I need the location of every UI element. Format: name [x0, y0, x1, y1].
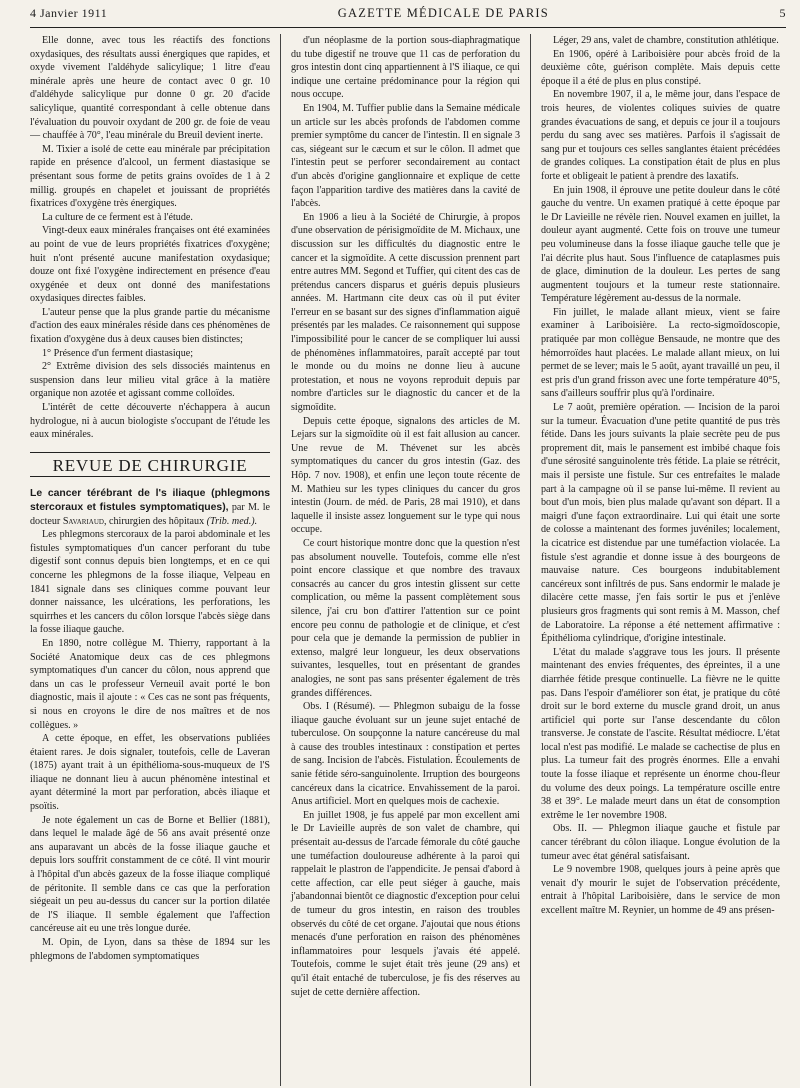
section-title: REVUE DE CHIRURGIE [52, 455, 248, 475]
article-byline-pre: par M. le docteur [30, 502, 271, 527]
article-author: Savariaud [62, 515, 104, 527]
paragraph: Depuis cette époque, signalons des articles de M. Lejars sur la sigmoïdite où il est fait allusion au cancer. Une revue de M. Thévenet sur les abcès symptomatiques du cancer du gros intestin (Gaz. des Hôp. 7 nov. 1908), et enfin une leçon toute récente de M. Mathieu sur les types cliniques du cancer du gros intestin (Journ. de méd. de Paris, 28 mai 1910), et dans laquelle il insiste assez longuement sur le type qui nous occupe. [291, 415, 520, 536]
paragraph: M. Opin, de Lyon, dans sa thèse de 1894 sur les phlegmons de l'abdomen symptomatiques [30, 937, 270, 962]
paragraph: d'un néoplasme de la portion sous-diaphragmatique du tube digestif ne trouve que 11 cas de perforation du gros intestin dont cinq appartiennent à l'S iliaque, ce qui indique une certaine prédominance pour la région qui nous occupe. [291, 35, 520, 101]
paragraph: En 1890, notre collègue M. Thierry, rapportant à la Société Anatomique deux cas de ces phlegmons symptomatiques d'un cancer du côlon, nous apprend que dans un cas le professeur Verneuil avait porté le bon diagnostic, mais il ajoute : « Ces cas ne sont pas fréquents, si nous en croyons le dire de nos maîtres et de nos collègues. » [30, 637, 270, 731]
paragraph: L'auteur pense que la plus grande partie du mécanisme d'action des eaux minérales réside dans ces phénomènes de fixation d'oxygène dus à deux causes bien distinctes; [30, 306, 270, 346]
paragraph: Obs. II. — Phlegmon iliaque gauche et fistule par cancer térébrant du côlon iliaque. Longue évolution de la tumeur avec état général satisfaisant. [541, 823, 780, 862]
header-page-number: 5 [779, 6, 786, 20]
paragraph: Les phlegmons stercoraux de la paroi abdominale et les fistules symptomatiques d'un cancer perforant du tube digestif sont connus depuis bien longtemps, et en ce qui concerne les phlegmons de la fosse iliaque, Velpeau en 1841 signale dans ses cliniques comme pouvant leur donner naissance, les ulcérations, les perforations, les squirrhes et les cancers du côlon lorsque l'abcès siège dans la fosse iliaque gauche. [30, 529, 270, 636]
paragraph: L'état du malade s'aggrave tous les jours. Il présente maintenant des envies fréquentes, des épreintes, il a une diarrhée fétide presque continuelle. La fièvre ne le quitte pas. Dans l'espoir d'améliorer son état, je pratique du côté droit sur le bord externe du muscle grand droit, un anus artificiel qui porte sur l'anse descendante du côlon transverse. Je constate de l'ascite. Résultat médiocre. L'état local n'est pas modifié. Le malade se cachectise de plus en plus. La tumeur fait des progrès énormes. Elle a envahi toute la fosse iliaque et représente un énorme chou-fleur du volume des deux poings. La température oscille entre 38 et 39°. Le malade meurt dans un état de consomption extrême le 1er novembre 1908. [541, 646, 780, 821]
page-header [30, 6, 786, 26]
article-heading [30, 487, 270, 528]
paragraph: A cette époque, en effet, les observations publiées étaient rares. Je dois signaler, toutefois, celle de Laveran (1875) ayant trait à un épithélioma-sous-muqueux de l'S iliaque ne donnant lieu à aucun phénomène intestinal et ayant déterminé la mort par perforation, abcès iliaque et psoïtis. [30, 733, 270, 813]
header-title: GAZETTE MÉDICALE DE PARIS [337, 6, 549, 20]
article-byline-post: , chirurgien des hôpitaux [103, 515, 205, 527]
paragraph: Ce court historique montre donc que la question n'est pas absolument nouvelle. Toutefois, comme elle n'est point encore classique et que nombre des travaux consacrés au cancer du gros intestin glissent sur cette complication, ou même la passent complètement sous silence, j'ai cru bon d'attirer l'attention sur ce point encore peu connu de pathologie et de clinique, et c'est pour cela que je demande la permission de publier in extenso, malgré leur longueur, les deux observations suivantes, lesquelles, tout en présentant de grandes analogies, ne sont pas sans présenter également de très grandes différences. [291, 537, 520, 699]
paragraph: 1° Présence d'un ferment diastasique; [42, 347, 194, 359]
column-3 [530, 34, 780, 1086]
paragraph: En novembre 1907, il a, le même jour, dans l'espace de trois heures, de violentes coliques suivies de quatre grandes évacuations de sang, et depuis ce jour il a toujours perdu du sang avec ses matières. Parfois il s'agissait de sang pur et toujours ces selles sanglantes étaient précédées de grandes coliques. La constipation était de plus en plus forte et obligeait le patient à prendre des laxatifs. [541, 89, 780, 182]
column-2 [280, 34, 530, 1086]
paragraph: En 1906 a lieu à la Société de Chirurgie, à propos d'une observation de périsigmoïdite de M. Michaux, une discussion sur les difficultés du diagnostic entre le cancer et la sigmoïdite. A cette discussion prennent part entre autres MM. Segond et Tuffier, qui citent des cas de prétendus cancers disparus et guéris depuis plusieurs années. M. Hartmann cite deux cas où il put éviter l'erreur en se basant sur des signes d'inflammation aiguë présentés par les malades. Ce raisonnement qui suppose l'impossibilité pour le cancer de se compliquer lui aussi de phénomènes inflammatoires, paraît accepté par tout le monde ou du moins ne donne lieu à aucune protestation, et nous ne voyons reproduit depuis par nombre d'articles sur le diagnostic du cancer et de la sigmoïdite. [291, 211, 520, 414]
paragraph: La culture de ce ferment est à l'étude. [42, 211, 193, 223]
paragraph: 2° Extrême division des sels dissociés maintenus en suspension dans leur milieu vital grâce à la matière organique non azotée et agissant comme colloïdes. [30, 361, 270, 400]
paragraph: Fin juillet, le malade allant mieux, vient se faire examiner à Lariboisière. La recto-sigmoïdoscopie, pratiquée par mon collègue Bensaude, ne montre que des hémorroïdes haut placées. Le malade allant mieux, on lui permet de se lever; mais le 5 août, ayant travaillé un peu, il est pris d'un grand frisson avec une forte température 40°5, sans d'ailleurs souffrir plus qu'à l'ordinaire. [541, 306, 780, 400]
paragraph: En juin 1908, il éprouve une petite douleur dans le côté gauche du ventre. Un examen pratiqué à cette époque par le Dr Lavieille ne révèle rien. Nouvel examen en juillet, la douleur ayant augmenté. Cette fois on trouve une tumeur peu volumineuse dans la fosse iliaque gauche telle que je l'ai décrite plus haut. Sous l'influence de cataplasmes puis de glace, diminution de la douleur. Les pertes de sang augmentent toujours et la tumeur reste stationnaire. Température légèrement au-dessus de la normale. [541, 184, 780, 305]
header-rule [30, 27, 786, 28]
column-1 [30, 34, 280, 1086]
section-rule-bottom [30, 476, 270, 477]
columns [30, 34, 786, 1086]
section-rule-top [30, 452, 270, 453]
paragraph: M. Tixier a isolé de cette eau minérale par précipitation rapide en présence d'alcool, un ferment diastasique se présentant sous forme de petits grains ovoïdes de 1 à 2 millig. groupés en chapelet et jouissant de propriétés fixatrices d'oxygène très énergiques. [30, 143, 270, 210]
paragraph: Je note également un cas de Borne et Bellier (1881), dans lequel le malade âgé de 56 ans avait présenté onze ans auparavant un abcès de la fosse iliaque gauche et depuis lors souffrit constamment de ce côté. Il vint mourir à l'hôpital d'un abcès gazeux de la fosse iliaque compliqué de péritonite. Il semble dans ce cas que la perforation siégeait un peu au-dessus du cancer sur la portion dilatée de l'S iliaque. Il semble également que l'affection cancéreuse ait eu une très longue durée. [30, 814, 270, 935]
article-title: Le cancer térébrant de l's iliaque (phlegmons stercoraux et fistules symptomatiques), [30, 488, 270, 513]
paragraph: En juillet 1908, je fus appelé par mon excellent ami le Dr Lavieille auprès de son valet de chambre, qui présentait au-dessus de l'arcade fémorale du côté gauche une tuméfaction douloureuse adhérente à la paroi qui rappelait le plastron de l'appendicite. Je pensai d'abord à cette affection, car elle peut siéger à gauche, mais j'abandonnai bientôt ce diagnostic d'exception pour celui de tumeur du gros intestin, en raison des troubles observés du côté de cet organe. J'ajoutai que nous étions menacés d'une perforation en raison des phénomènes inflammatoires pour lesquels j'avais été appelé. Toutefois, comme le sujet était très jeune (29 ans) et qu'il était entaché de tuberculose, je fis des réserves au sujet de cette dernière affection. [291, 809, 520, 998]
article-source: (Trib. med.). [206, 515, 258, 527]
paragraph: L'intérêt de cette découverte n'échappera à aucun hydrologue, ni à aucun biologiste s'occupant de l'étude les eaux minérales. [30, 402, 270, 441]
header-date: 4 Janvier 1911 [30, 6, 108, 20]
paragraph: En 1906, opéré à Lariboisière pour abcès froid de la deuxième côte, guérison complète. Mais depuis cette époque il a été de plus en plus constipé. [541, 48, 780, 87]
paragraph: Obs. I (Résumé). — Phlegmon subaigu de la fosse iliaque gauche évoluant sur un jeune sujet entaché de tuberculose. On soupçonne la nature cancéreuse du mal à cause des troubles intestinaux : constipation et pertes de sang. Incision de l'abcès. Fistulation. Écoulements de sanie fétide séro-sanguinolente. Irruption des bourgeons cancéreux dans la cicatrice. Envahissement de la paroi. Anus artificiel. Mort en quelques mois de cachexie. [291, 701, 520, 808]
paragraph: Elle donne, avec tous les réactifs des fonctions oxydasiques, des résultats aussi énergiques que rapides, et oxyde vivement l'aldéhyde salicylique; 1 litre d'eau minérale après une heure de contact avec 0 gr. 10 d'aldéhyde salicylique pur donne 0 gr. 20 d'acide salicylique, quantité correspondant à celle obtenue dans l'évaluation du pouvoir oxydant de 200 gr. de foie de veau — chauffée à 70°, l'eau minérale du Breuil devient inerte. [30, 35, 270, 142]
paragraph: Léger, 29 ans, valet de chambre, constitution athlétique. [553, 35, 779, 46]
paragraph: Le 9 novembre 1908, quelques jours à peine après que venait d'y mourir le sujet de l'observation précédente, entrait à l'hôpital Lariboisière, dans le service de mon excellent maître M. Reynier, un homme de 49 ans présen- [541, 864, 780, 916]
paragraph: Le 7 août, première opération. — Incision de la paroi sur la tumeur. Évacuation d'une petite quantité de pus très fétide. Dans les jours suivants la plaie secrète peu de pus proprement dit, mais le pansement est imbibé chaque fois d'une sérosité sanguinolente très fétide. La plaie se rétrécit, mais il persiste une fistule. Sur ces entrefaites le malade part à la campagne où il se panse lui-même. Il revient au bout d'un mois, bien plus malade qu'avant son départ. Il a maigri d'une façon extraordinaire. Lui qui était une sorte de colosse a maintenant des formes juvéniles; localement, la cicatrice est distendue par une tuméfaction violacée. La fistule s'est agrandie et donne issue à des bourgeons de mauvaise nature. Ces bourgeons indubitablement cancéreux sont infiltrés de pus. Sans endormir le malade je dilacère cette masse, j'en fais sortir le pus et j'enlève plusieurs gros fragments qui sont remis à M. Masson, chef de Laboratoire. La réponse a été nettement affirmative : Épithélioma cylindrique, d'origine intestinale. [541, 402, 780, 645]
paragraph: Vingt-deux eaux minérales françaises ont été examinées au point de vue de leurs propriétés fixatrices d'oxygène; huit n'ont présenté aucune manifestation oxydasique; douze ont fixé l'oxygène indirectement en présence d'eau oxygénée et deux ont donné des manifestations oxydasiques directes faibles. [30, 225, 270, 305]
paragraph: En 1904, M. Tuffier publie dans la Semaine médicale un article sur les abcès profonds de l'abdomen comme premier symptôme du cancer de l'intestin. Il en signale 3 cas, siégeant sur le cæcum et sur le côlon. Il admet que l'intestin peut se perforer secondairement au contact d'un abcès d'origine ganglionnaire et explique de cette façon l'apparition tardive des matières dans la cavité de l'abcès. [291, 102, 520, 210]
